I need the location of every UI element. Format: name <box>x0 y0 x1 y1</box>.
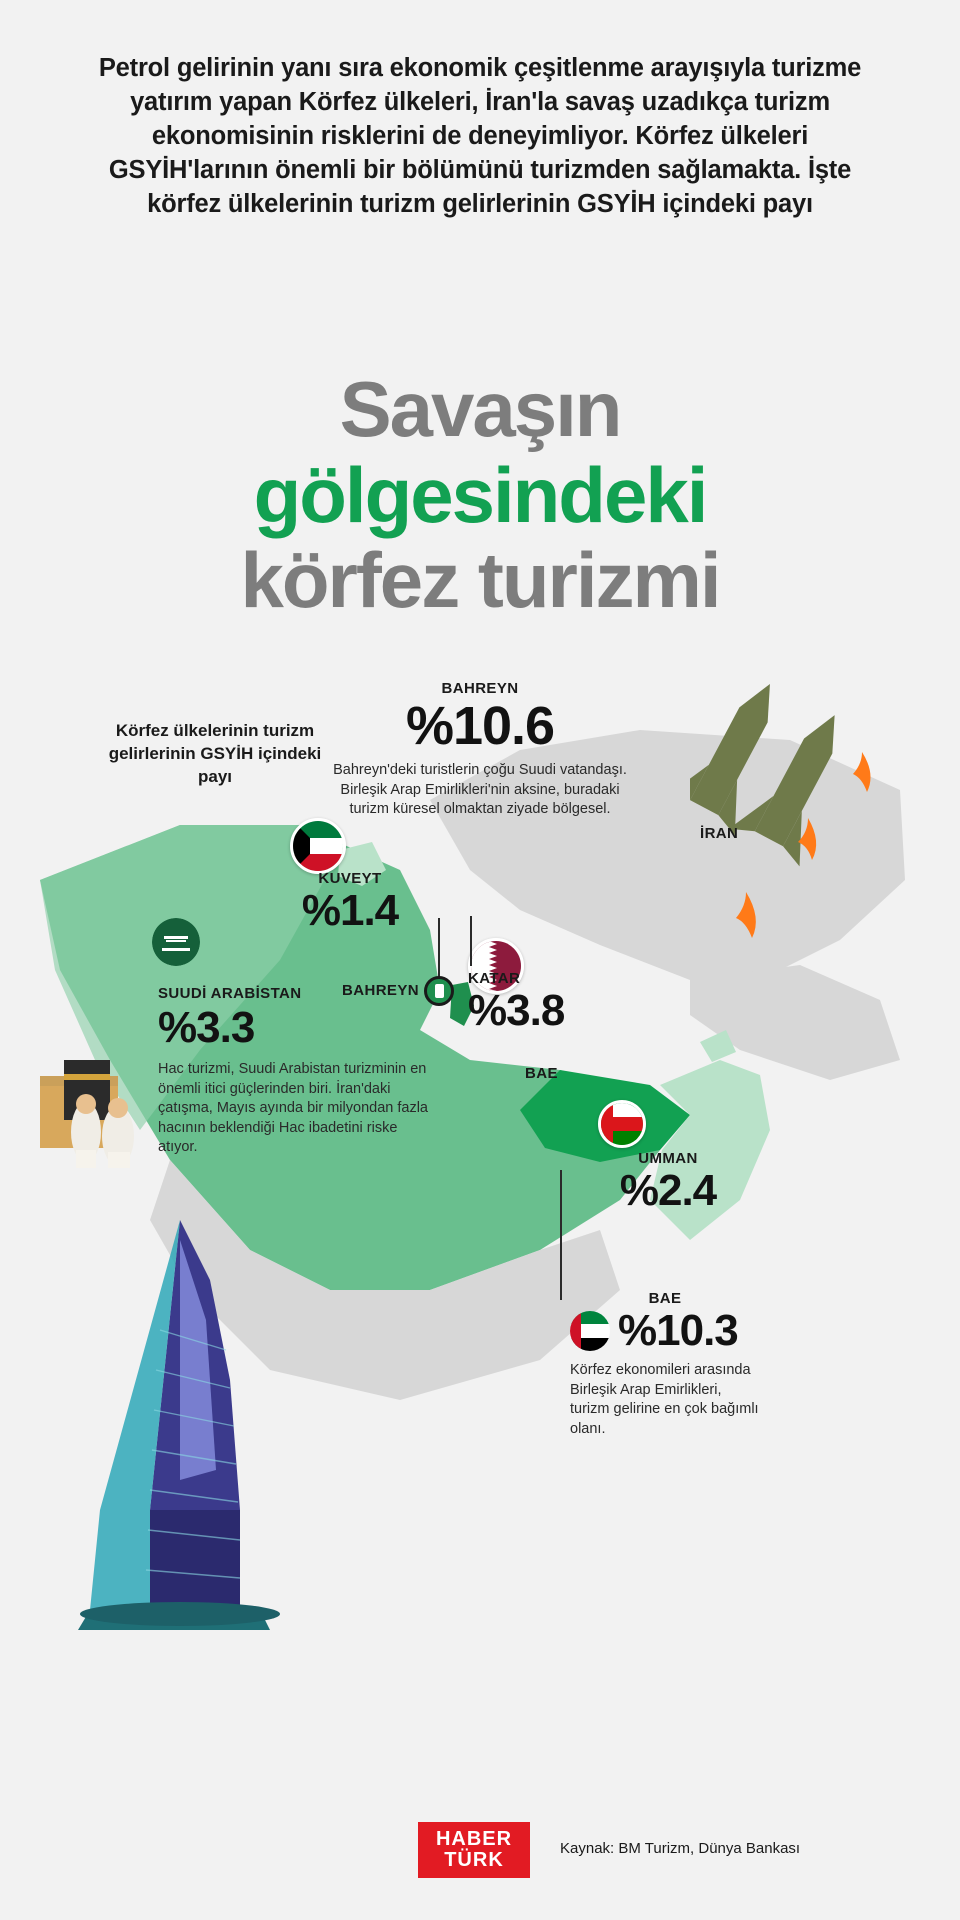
burj-al-arab-illustration <box>30 1210 310 1630</box>
leader-line-bahreyn <box>438 918 440 978</box>
logo-line-1: HABER <box>435 1828 513 1850</box>
bahrain-map-pin-icon <box>424 976 454 1006</box>
headline-line-3: körfez turizmi <box>240 536 720 625</box>
country-name-umman: UMMAN <box>638 1150 698 1167</box>
map-label-iran: İRAN <box>700 825 739 842</box>
legend-title: Körfez ülkelerinin turizm gelirlerinin GSYİH içindeki payı <box>108 721 322 786</box>
saudi-arabia-emblem-icon <box>152 918 200 966</box>
country-desc-suudi-arabistan: Hac turizmi, Suudi Arabistan turizminin en önemli itici güçlerinden biri. İran'daki çatışma, Mayıs ayında bir milyondan fazla hacının beklendiği Hac ibadetini riske atıyor. <box>158 1061 428 1156</box>
country-name-bae: BAE <box>648 1290 682 1307</box>
country-block-suudi-arabistan <box>158 985 458 1158</box>
country-value-bahreyn: %10.6 <box>405 696 555 756</box>
country-name-kuveyt: KUVEYT <box>318 870 382 887</box>
country-value-kuveyt: %1.4 <box>301 886 399 935</box>
map-label-bahreyn: BAHREYN <box>342 982 419 999</box>
country-value-suudi-arabistan: %3.3 <box>158 1003 255 1052</box>
map-chart-area <box>0 680 960 1920</box>
logo-line-2: TÜRK <box>444 1849 504 1871</box>
country-block-katar <box>468 970 564 1033</box>
uae-flag-icon <box>570 1311 610 1351</box>
country-block-umman <box>598 1150 738 1213</box>
kuwait-flag-icon <box>290 818 346 874</box>
country-value-bae: %10.3 <box>618 1306 738 1355</box>
country-block-bae <box>570 1290 760 1439</box>
country-desc-bahreyn: Bahreyn'deki turistlerin çoğu Suudi vatandaşı. Birleşik Arap Emirlikleri'nin aksine, buradaki turizm küresel olmaktan ziyade bölgesel. <box>333 762 627 818</box>
page-title <box>0 365 960 625</box>
country-name-suudi-arabistan: SUUDİ ARABİSTAN <box>158 985 302 1002</box>
map-label-bae: BAE <box>525 1065 558 1082</box>
intro-paragraph: Petrol gelirinin yanı sıra ekonomik çeşitlenme arayışıyla turizme yatırım yapan Körfez ülkeleri, İran'la savaş uzadıkça turizm ekonomisinin risklerini de deneyimliyor. Körfez ülkeleri GSYİH'larının önemli bir bölümünü turizmden sağlamakta. İşte körfez ülkelerinin turizm gelirlerinin GSYİH içindeki payı <box>98 54 862 218</box>
headline-line-2: gölgesindeki <box>253 450 707 539</box>
country-name-bahreyn: BAHREYN <box>441 680 519 697</box>
country-block-kuveyt <box>285 870 415 933</box>
source-note: Kaynak: BM Turizm, Dünya Bankası <box>560 1840 801 1857</box>
country-name-katar: KATAR <box>468 970 521 987</box>
haberturk-logo[interactable] <box>418 1822 530 1878</box>
footer <box>0 1822 960 1882</box>
missiles-illustration <box>690 670 890 950</box>
oman-flag-icon <box>598 1100 646 1148</box>
leader-line-bae <box>560 1170 562 1300</box>
country-value-umman: %2.4 <box>619 1166 717 1215</box>
leader-line-katar <box>470 916 472 966</box>
country-block-bahreyn <box>330 680 630 820</box>
country-desc-bae: Körfez ekonomileri arasında Birleşik Arap Emirlikleri, turizm gelirine en çok bağımlı olanı. <box>570 1362 759 1437</box>
headline-line-1: Savaşın <box>339 365 621 453</box>
country-value-katar: %3.8 <box>468 986 565 1035</box>
